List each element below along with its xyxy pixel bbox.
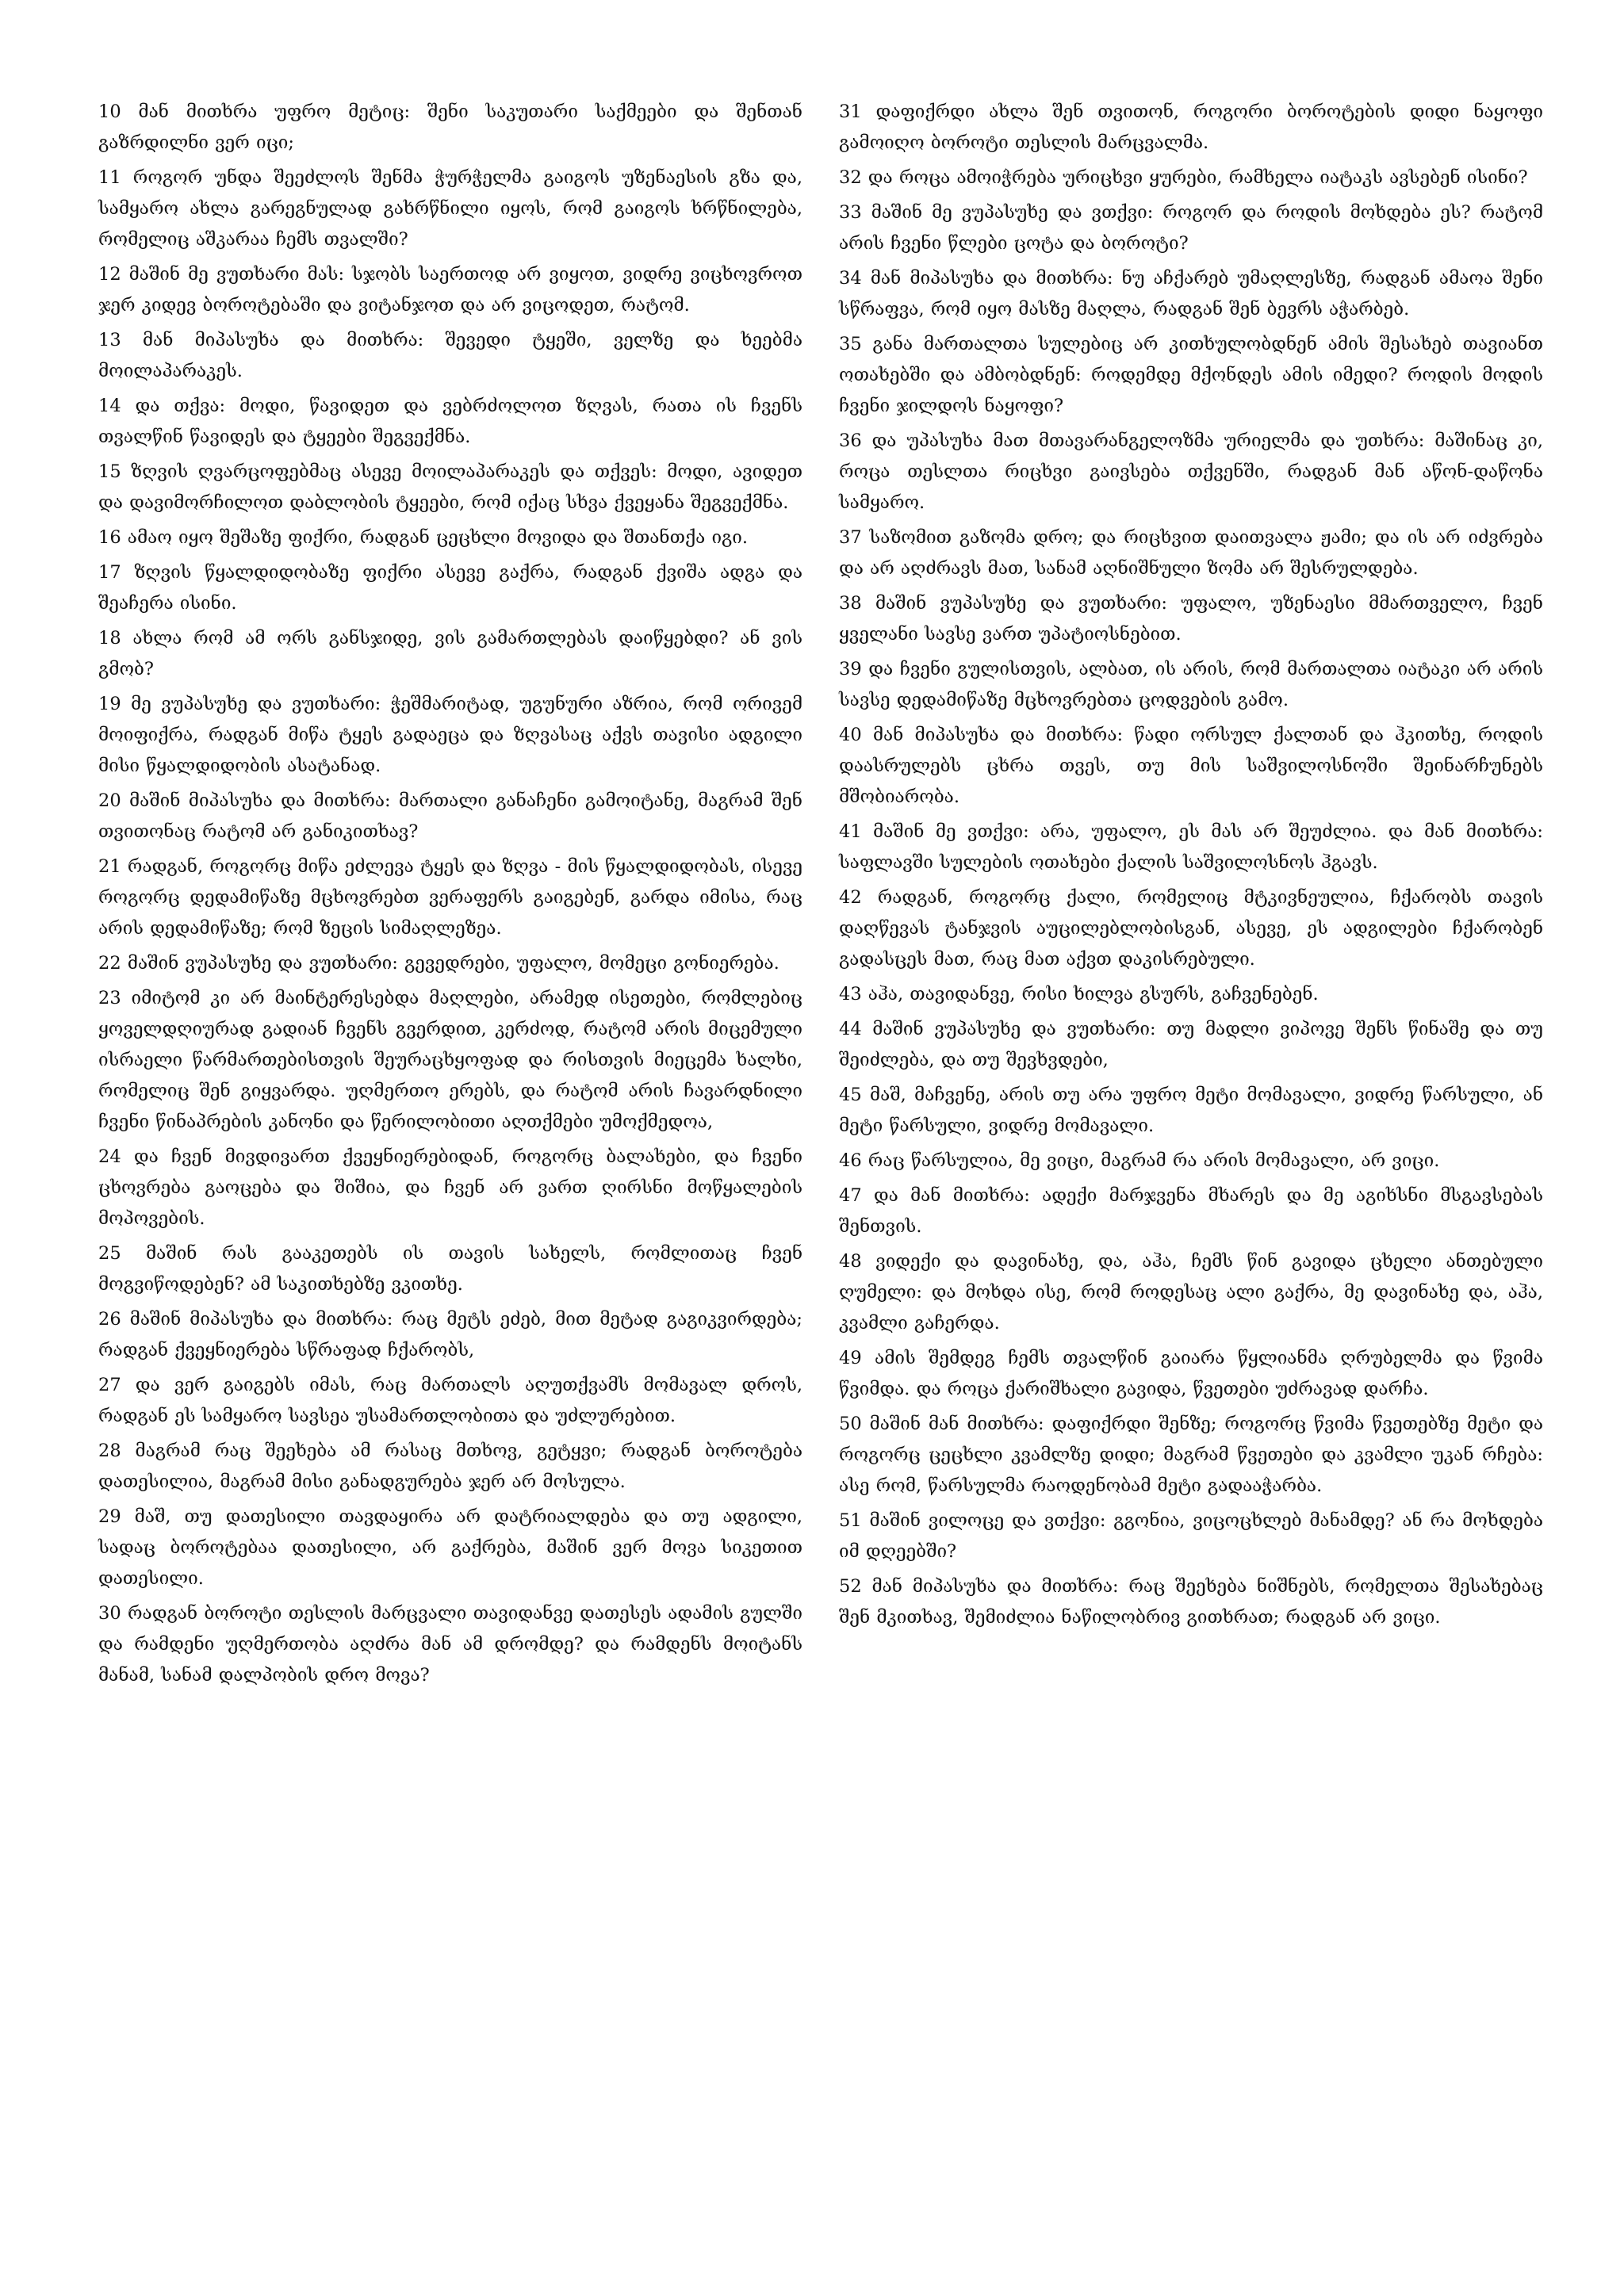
- verse-10: 10 მან მითხრა უფრო მეტიც: შენი საკუთარი საქმეები და შენთან გაზრდილნი ვერ იცი;: [98, 101, 802, 153]
- verse-23: 23 იმიტომ კი არ მაინტერესებდა მაღლები, არამედ ისეთები, რომლებიც ყოველდღიურად გადიან ჩვენს გვერდით, კერძოდ, რატომ არის მიცემული ისრაელი წარმართებისთვის შეურაცხყოფად და რისთვის მიეცემა ხალხი, რომელიც შენ გიყვარდა. უღმერთო ერებს, და რატომ არის ჩავარდნილი ჩვენი წინაპრების კანონი და წერილობითი აღთქმები უმოქმედოა,: [98, 988, 802, 1132]
- verse-17: 17 ზღვის წყალდიდობაზე ფიქრი ასევე გაქრა, რადგან ქვიშა ადგა და შეაჩერა ისინი.: [98, 562, 802, 614]
- verse-24: 24 და ჩვენ მივდივართ ქვეყნიერებიდან, როგორც ბალახები, და ჩვენი ცხოვრება გაოცება და შიშია, და ჩვენ არ ვართ ღირსნი მოწყალების მოპოვების.: [98, 1146, 802, 1229]
- verse-11: 11 როგორ უნდა შეეძლოს შენმა ჭურჭელმა გაიგოს უზენაესის გზა და, სამყარო ახლა გარეგნულად გახრწნილი იყოს, რომ გაიგოს ხრწნილება, რომელიც აშკარაა ჩემს თვალში?: [98, 167, 802, 250]
- verse-32: 32 და როცა ამოიჭრება ურიცხვი ყურები, რამხელა იატაკს ავსებენ ისინი?: [839, 167, 1528, 188]
- verse-36: 36 და უპასუხა მათ მთავარანგელოზმა ურიელმა და უთხრა: მაშინაც კი, როცა თესლთა რიცხვი გაივსება თქვენში, რადგან მან აწონ-დაწონა სამყარო.: [839, 430, 1543, 513]
- verse-28: 28 მაგრამ რაც შეეხება ამ რასაც მთხოვ, გეტყვი; რადგან ბოროტება დათესილია, მაგრამ მისი განადგურება ჯერ არ მოსულა.: [98, 1441, 802, 1492]
- verse-43: 43 აჰა, თავიდანვე, რისი ხილვა გსურს, გაჩვენებენ.: [839, 984, 1319, 1004]
- verse-26: 26 მაშინ მიპასუხა და მითხრა: რაც მეტს ეძებ, მით მეტად გაგიკვირდება; რადგან ქვეყნიერება სწრაფად ჩქარობს,: [98, 1309, 802, 1360]
- verse-20: 20 მაშინ მიპასუხა და მითხრა: მართალი განაჩენი გამოიტანე, მაგრამ შენ თვითონაც რატომ არ განიკითხავ?: [98, 790, 802, 842]
- verse-27: 27 და ვერ გაიგებს იმას, რაც მართალს აღუთქვამს მომავალ დროს, რადგან ეს სამყარო სავსეა უსამართლობითა და უძლურებით.: [98, 1375, 802, 1426]
- verse-47: 47 და მან მითხრა: ადექი მარჯვენა მხარეს და მე აგიხსნი მსგავსებას შენთვის.: [839, 1185, 1543, 1237]
- verse-18: 18 ახლა რომ ამ ორს განსჯიდე, ვის გამართლებას დაიწყებდი? ან ვის გმობ?: [98, 628, 802, 679]
- verse-51: 51 მაშინ ვილოცე და ვთქვი: გგონია, ვიცოცხლებ მანამდე? ან რა მოხდება იმ დღეებში?: [839, 1510, 1543, 1562]
- verse-49: 49 ამის შემდეგ ჩემს თვალწინ გაიარა წყლიანმა ღრუბელმა და წვიმა წვიმდა. და როცა ქარიშხალი გავიდა, წვეთები უძრავად დარჩა.: [839, 1348, 1543, 1399]
- right-column: [839, 97, 1543, 1637]
- verse-19: 19 მე ვუპასუხე და ვუთხარი: ჭეშმარიტად, უგუნური აზრია, რომ ორივემ მოიფიქრა, რადგან მიწა ტყეს გადაეცა და ზღვასაც აქვს თავისი ადგილი მისი წყალდიდობის ასატანად.: [98, 694, 802, 776]
- verse-13: 13 მან მიპასუხა და მითხრა: შევედი ტყეში, ველზე და ხეებმა მოილაპარაკეს.: [98, 330, 802, 381]
- verse-21: 21 რადგან, როგორც მიწა ეძლევა ტყეს და ზღვა - მის წყალდიდობას, ისევე როგორც დედამიწაზე მცხოვრებთ ვერაფერს გაიგებენ, გარდა იმისა, რაც არის დედამიწაზე; რომ ზეცის სიმაღლეზეა.: [98, 856, 802, 939]
- verse-40: 40 მან მიპასუხა და მითხრა: წადი ორსულ ქალთან და ჰკითხე, როდის დაასრულებს ცხრა თვეს, თუ მის საშვილოსნოში შეინარჩუნებს მშობიარობა.: [839, 725, 1543, 807]
- verse-46: 46 რაც წარსულია, მე ვიცი, მაგრამ რა არის მომავალი, არ ვიცი.: [839, 1150, 1440, 1171]
- verse-25: 25 მაშინ რას გააკეთებს ის თავის სახელს, რომლითაც ჩვენ მოგვიწოდებენ? ამ საკითხებზე ვკითხე.: [98, 1243, 802, 1295]
- verse-31: 31 დაფიქრდი ახლა შენ თვითონ, როგორი ბოროტების დიდი ნაყოფი გამოიღო ბოროტი თესლის მარცვალმა.: [839, 101, 1543, 153]
- verse-50: 50 მაშინ მან მითხრა: დაფიქრდი შენზე; როგორც წვიმა წვეთებზე მეტი და როგორც ცეცხლი კვამლზე დიდი; მაგრამ წვეთები და კვამლი უკან რჩება: ასე რომ, წარსულმა რაოდენობამ მეტი გადააჭარბა.: [839, 1414, 1543, 1496]
- verse-39: 39 და ჩვენი გულისთვის, ალბათ, ის არის, რომ მართალთა იატაკი არ არის სავსე დედამიწაზე მცხოვრებთა ცოდვების გამო.: [839, 659, 1543, 710]
- verse-29: 29 მაშ, თუ დათესილი თავდაყირა არ დატრიალდება და თუ ადგილი, სადაც ბოროტებაა დათესილი, არ გაქრება, მაშინ ვერ მოვა სიკეთით დათესილი.: [98, 1506, 802, 1589]
- verse-15: 15 ზღვის ღვარცოფებმაც ასევე მოილაპარაკეს და თქვეს: მოდი, ავიდეთ და დავიმორჩილოთ დაბლობის ტყეები, რომ იქაც სხვა ქვეყანა შეგვექმნა.: [98, 461, 802, 513]
- verse-42: 42 რადგან, როგორც ქალი, რომელიც მტკივნეულია, ჩქარობს თავის დაღწევას ტანჯვის აუცილებლობისგან, ასევე, ეს ადგილები ჩქარობენ გადასცეს მათ, რაც მათ აქვთ დაკისრებული.: [839, 887, 1543, 970]
- verse-12: 12 მაშინ მე ვუთხარი მას: სჯობს საერთოდ არ ვიყოთ, ვიდრე ვიცხოვროთ ჯერ კიდევ ბოროტებაში და ვიტანჯოთ და არ ვიცოდეთ, რატომ.: [98, 264, 802, 316]
- verse-30: 30 რადგან ბოროტი თესლის მარცვალი თავიდანვე დათესეს ადამის გულში და რამდენი უღმერთობა აღძრა მან ამ დრომდე? და რამდენს მოიტანს მანამ, სანამ დალპობის დრო მოვა?: [98, 1603, 802, 1686]
- verse-37: 37 საზომით გაზომა დრო; და რიცხვით დაითვალა ჟამი; და ის არ იძვრება და არ აღძრავს მათ, სანამ აღნიშნული ზომა არ შესრულდება.: [839, 527, 1543, 579]
- verse-45: 45 მაშ, მაჩვენე, არის თუ არა უფრო მეტი მომავალი, ვიდრე წარსული, ან მეტი წარსული, ვიდრე მომავალი.: [839, 1085, 1543, 1136]
- verse-48: 48 ვიდექი და დავინახე, და, აჰა, ჩემს წინ გავიდა ცხელი ანთებული ღუმელი: და მოხდა ისე, რომ როდესაც ალი გაქრა, მე დავინახე და, აჰა, კვამლი გაჩერდა.: [839, 1251, 1543, 1334]
- verse-52: 52 მან მიპასუხა და მითხრა: რაც შეეხება ნიშნებს, რომელთა შესახებაც შენ მკითხავ, შემიძლია ნაწილობრივ გითხრათ; რადგან არ ვიცი.: [839, 1576, 1543, 1628]
- verse-33: 33 მაშინ მე ვუპასუხე და ვთქვი: როგორ და როდის მოხდება ეს? რატომ არის ჩვენი წლები ცოტა და ბოროტი?: [839, 202, 1543, 254]
- verse-34: 34 მან მიპასუხა და მითხრა: ნუ აჩქარებ უმაღლესზე, რადგან ამაოა შენი სწრაფვა, რომ იყო მასზე მაღლა, რადგან შენ ბევრს აჭარბებ.: [839, 268, 1543, 320]
- left-column: [98, 97, 802, 1695]
- verse-35: 35 განა მართალთა სულებიც არ კითხულობდნენ ამის შესახებ თავიანთ ოთახებში და ამბობდნენ: როდემდე მქონდეს ამის იმედი? როდის მოდის ჩვენი ჯილდოს ნაყოფი?: [839, 334, 1543, 416]
- verse-41: 41 მაშინ მე ვთქვი: არა, უფალო, ეს მას არ შეუძლია. და მან მითხრა: საფლავში სულების ოთახები ქალის საშვილოსნოს ჰგავს.: [839, 821, 1543, 873]
- verse-44: 44 მაშინ ვუპასუხე და ვუთხარი: თუ მადლი ვიპოვე შენს წინაშე და თუ შეიძლება, და თუ შევხვდები,: [839, 1019, 1543, 1070]
- verse-22: 22 მაშინ ვუპასუხე და ვუთხარი: გევედრები, უფალო, მომეცი გონიერება.: [98, 953, 779, 974]
- verse-38: 38 მაშინ ვუპასუხე და ვუთხარი: უფალო, უზენაესი მმართველო, ჩვენ ყველანი სავსე ვართ უპატიოსნებით.: [839, 593, 1543, 645]
- verse-14: 14 და თქვა: მოდი, წავიდეთ და ვებრძოლოთ ზღვას, რათა ის ჩვენს თვალწინ წავიდეს და ტყეები შეგვექმნა.: [98, 396, 802, 447]
- verse-16: 16 ამაო იყო შეშაზე ფიქრი, რადგან ცეცხლი მოვიდა და შთანთქა იგი.: [98, 527, 749, 548]
